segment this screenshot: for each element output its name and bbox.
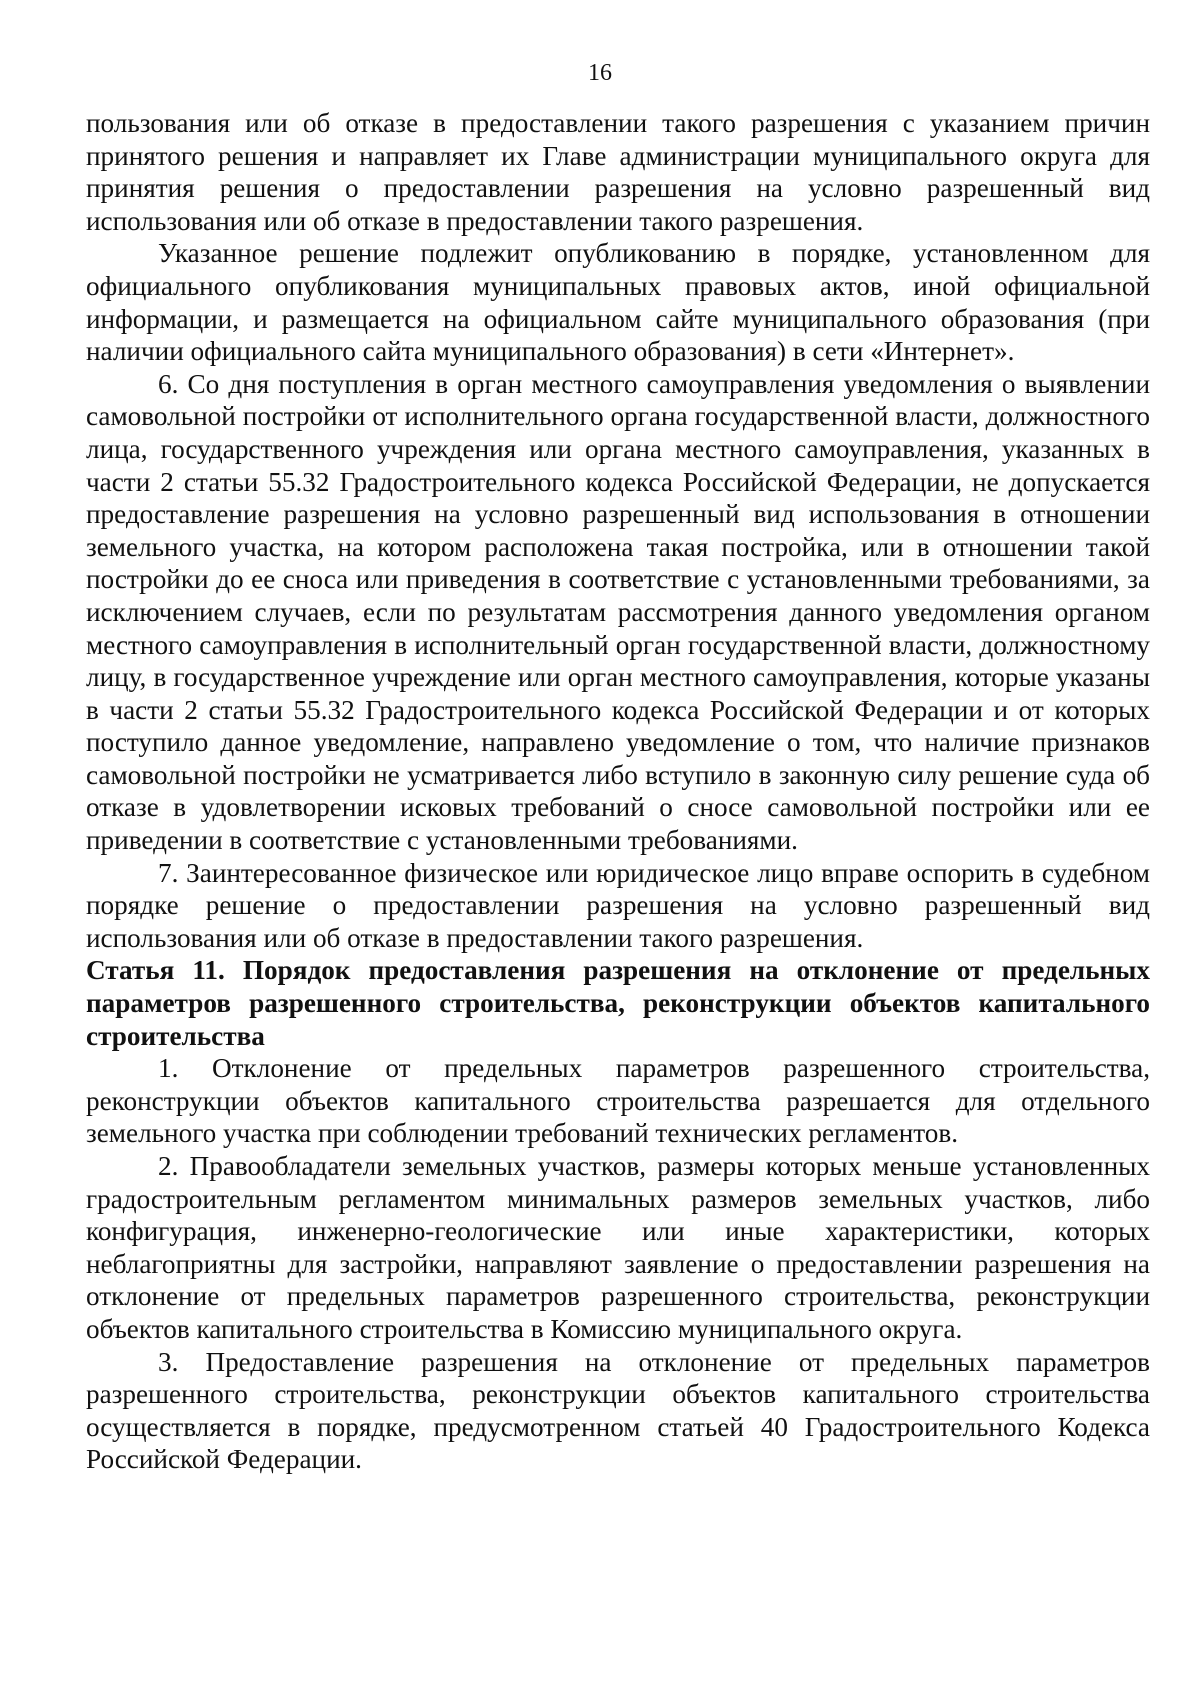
paragraph-article-11-item-3: 3. Предоставление разрешения на отклонение от предельных параметров разрешенного строительства, реконструкции объектов капитального строительства осуществляется в порядке, предусмотренном статьей 40 Градостроительного Кодекса Российской Федерации.	[86, 1346, 1150, 1475]
article-11-title: Статья 11. Порядок предоставления разрешения на отклонение от предельных параметров разрешенного строительства, реконструкции объектов капитального строительства	[86, 955, 1150, 1051]
paragraph-article-11-item-2: 2. Правообладатели земельных участков, размеры которых меньше установленных градостроительным регламентом минимальных размеров земельных участков, либо конфигурация, инженерно-геологические или иные характеристики, которых неблагоприятны для застройки, направляют заявление о предоставлении разрешения на отклонение от предельных параметров разрешенного строительства, реконструкции объектов капитального строительства в Комиссию муниципального округа.	[86, 1151, 1150, 1344]
document-body	[86, 107, 1150, 1476]
paragraph-item-6: 6. Со дня поступления в орган местного самоуправления уведомления о выявлении самовольной постройки от исполнительного органа государственной власти, должностного лица, государственного учреждения или органа местного самоуправления, указанных в части 2 статьи 55.32 Градостроительного кодекса Российской Федерации, не допускается предоставление разрешения на условно разрешенный вид использования в отношении земельного участка, на котором расположена такая постройка, или в отношении такой постройки до ее сноса или приведения в соответствие с установленными требованиями, за исключением случаев, если по результатам рассмотрения данного уведомления органом местного самоуправления в исполнительный орган государственной власти, должностному лицу, в государственное учреждение или орган местного самоуправления, которые указаны в части 2 статьи 55.32 Градостроительного кодекса Российской Федерации и от которых поступило данное уведомление, направлено уведомление о том, что наличие признаков самовольной постройки не усматривается либо вступило в законную силу решение суда об отказе в удовлетворении исковых требований о сносе самовольной постройки или ее приведении в соответствие с установленными требованиями.	[86, 368, 1150, 856]
paragraph-article-11-item-1: 1. Отклонение от предельных параметров разрешенного строительства, реконструкции объектов капитального строительства разрешается для отдельного земельного участка при соблюдении требований технических регламентов.	[86, 1053, 1150, 1149]
page-number: 16	[588, 60, 612, 86]
paragraph-continuation: пользования или об отказе в предоставлении такого разрешения с указанием причин принятого решения и направляет их Главе администрации муниципального округа для принятия решения о предоставлении разрешения на условно разрешенный вид использования или об отказе в предоставлении такого разрешения.	[86, 108, 1150, 236]
paragraph-item-7: 7. Заинтересованное физическое или юридическое лицо вправе оспорить в судебном порядке решение о предоставлении разрешения на условно разрешенный вид использования или об отказе в предоставлении такого разрешения.	[86, 857, 1150, 953]
paragraph-publication: Указанное решение подлежит опубликованию в порядке, установленном для официального опубликования муниципальных правовых актов, иной официальной информации, и размещается на официальном сайте муниципального образования (при наличии официального сайта муниципального образования) в сети «Интернет».	[86, 238, 1150, 367]
